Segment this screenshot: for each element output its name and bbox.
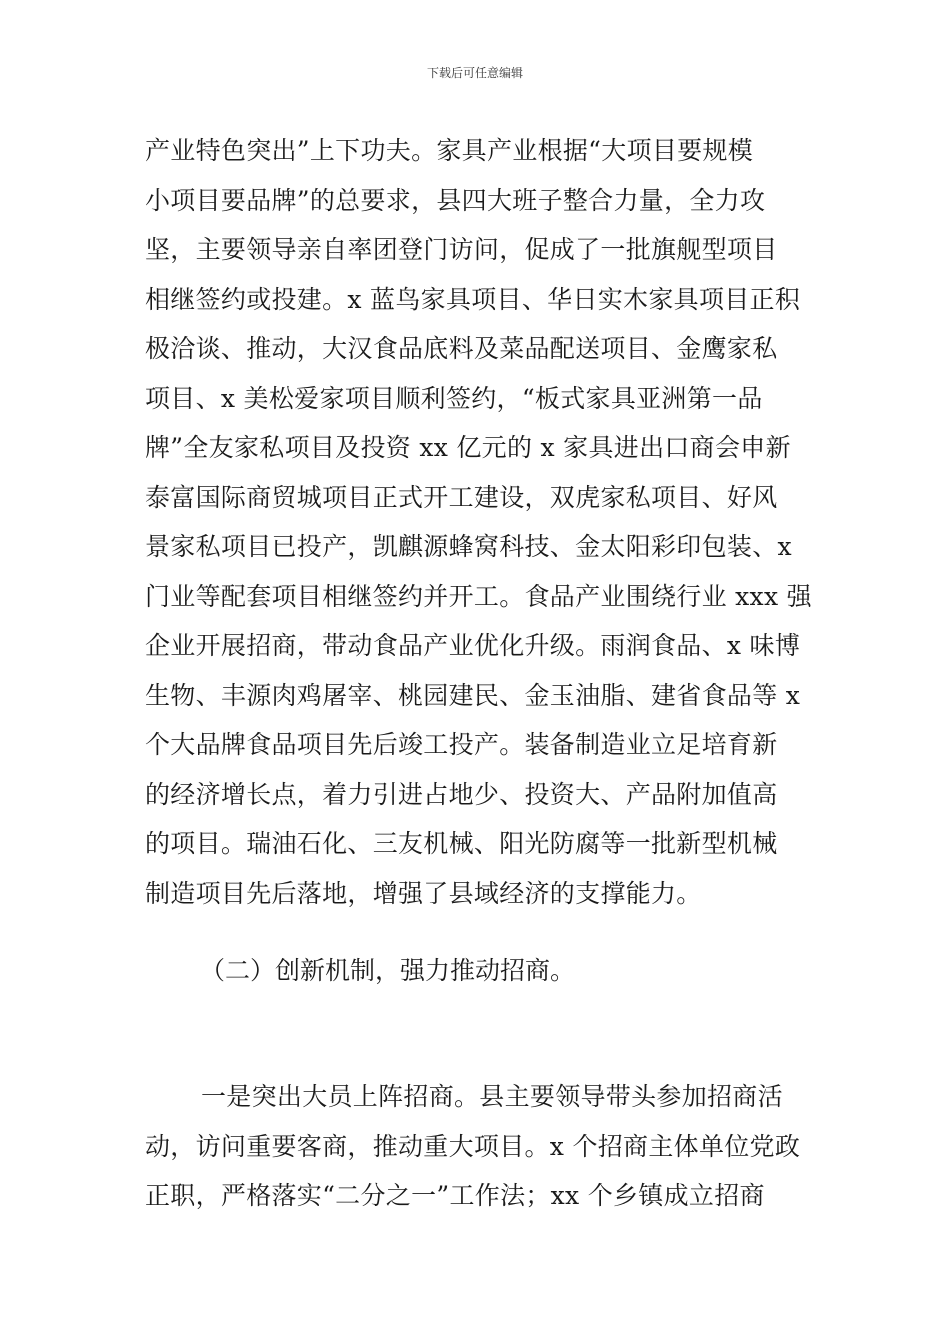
text-line: 的经济增长点，着力引进占地少、投资大、产品附加值高 — [145, 779, 778, 809]
text-line: 项目、x 美松爱家项目顺利签约，“板式家具亚洲第一品 — [145, 383, 763, 413]
section-heading: （二）创新机制，强力推动招商。 — [200, 956, 576, 985]
text-line: 一是突出大员上阵招商。县主要领导带头参加招商活 — [201, 1082, 783, 1111]
text-line: 极洽谈、推动，大汉食品底料及菜品配送项目、金鹰家私 — [145, 334, 778, 363]
text-line: 坚，主要领导亲自率团登门访问，促成了一批旗舰型项目 — [145, 235, 778, 264]
text-line: 制造项目先后落地，增强了县域经济的支撑能力。 — [145, 878, 702, 908]
text-line: 门业等配套项目相继签约并开工。食品产业围绕行业 xxx 强 — [145, 581, 812, 611]
text-line: 正职，严格落实“二分之一”工作法；xx 个乡镇成立招商 — [145, 1181, 765, 1210]
text-line: 相继签约或投建。x 蓝鸟家具项目、华日实木家具项目正积 — [145, 284, 801, 314]
text-line: 牌”全友家私项目及投资 xx 亿元的 x 家具进出口商会申新 — [145, 433, 791, 462]
paragraph-2 — [145, 1072, 807, 1221]
paragraph-1 — [145, 126, 812, 918]
page-header: 下载后可任意编辑 — [426, 66, 523, 80]
text-line: 动，访问重要客商，推动重大项目。x 个招商主体单位党政 — [145, 1131, 801, 1161]
text-line: 景家私项目已投产，凯麒源蜂窝科技、金太阳彩印包装、x — [145, 532, 792, 561]
text-line: 个大品牌食品项目先后竣工投产。装备制造业立足培育新 — [145, 730, 778, 759]
text-line: 小项目要品牌”的总要求，县四大班子整合力量，全力攻 — [145, 185, 766, 215]
text-line: 生物、丰源肉鸡屠宰、桃园建民、金玉油脂、建省食品等 x — [145, 680, 801, 710]
text-line: 泰富国际商贸城项目正式开工建设，双虎家私项目、好风 — [145, 482, 778, 512]
text-line: 的项目。瑞油石化、三友机械、阳光防腐等一批新型机械 — [145, 829, 778, 858]
text-line: 产业特色突出”上下功夫。家具产业根据“大项目要规模 — [145, 136, 754, 165]
text-line: 企业开展招商，带动食品产业优化升级。雨润食品、x 味博 — [145, 631, 801, 660]
